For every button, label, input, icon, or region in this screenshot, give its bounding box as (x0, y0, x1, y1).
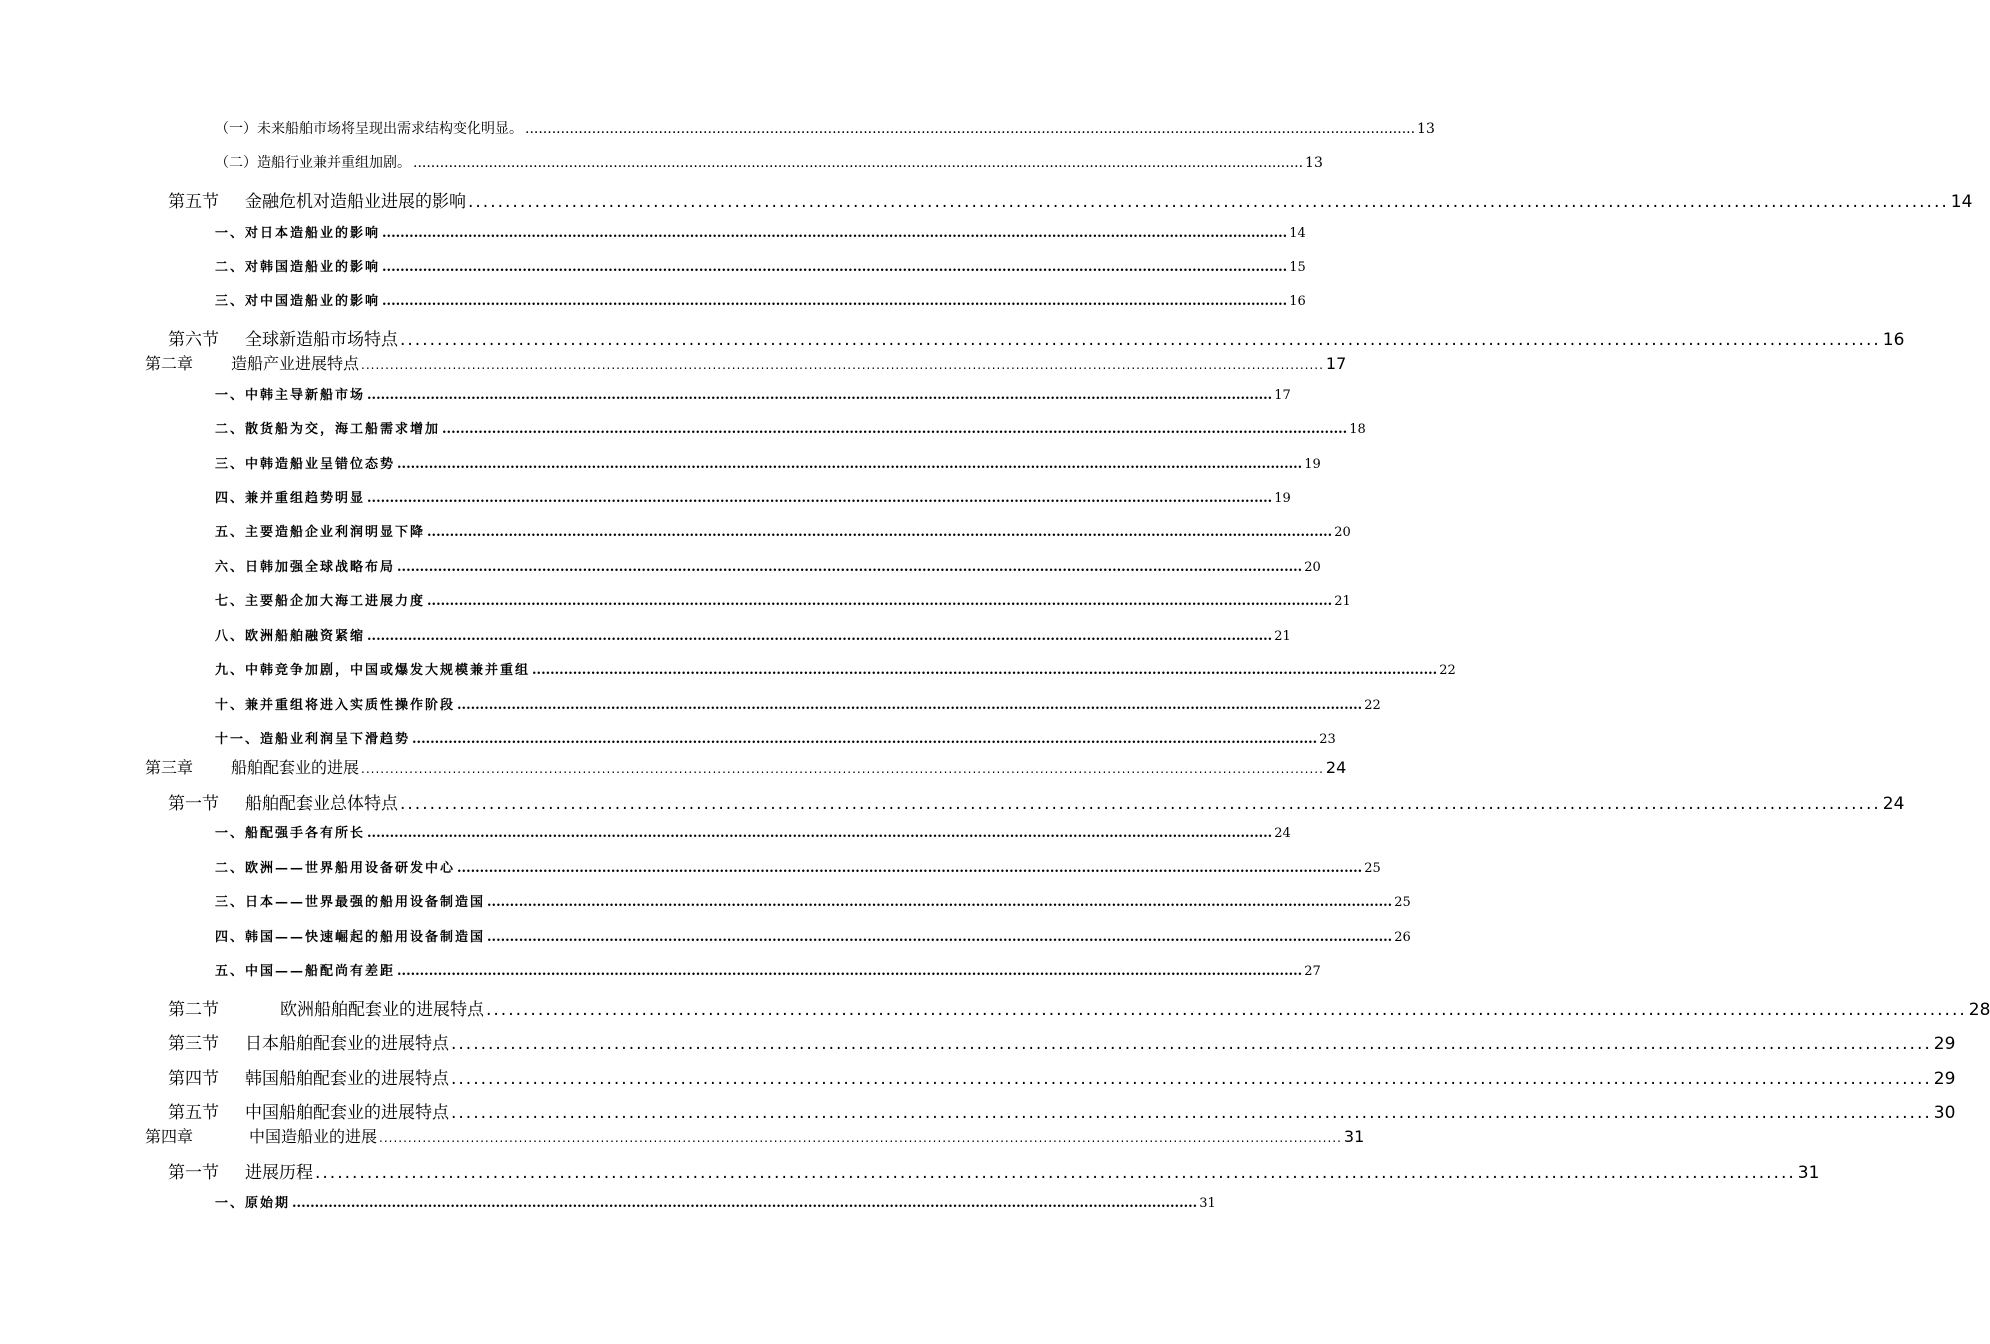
toc-entry-label (215, 487, 365, 506)
toc-entry-title: 八、欧洲船舶融资紧缩 (215, 629, 366, 644)
toc-entry-11[interactable] (215, 453, 1321, 472)
toc-entry-7[interactable] (168, 325, 1905, 350)
toc-page-number: 20 (1304, 560, 1321, 575)
dot-leader: ........................................................................................................................................................................................................ (451, 1103, 1932, 1123)
toc-entry-label (215, 857, 455, 876)
toc-entry-26[interactable] (215, 960, 1321, 979)
toc-entry-title: 中国造船业的进展 (249, 1127, 378, 1146)
dot-leader: ........................................................................................................................................................................................................ (361, 762, 1324, 776)
toc-entry-label (215, 290, 380, 309)
dot-leader: ........................................................................................................................................................................................................ (486, 1000, 1967, 1020)
toc-entry-number: 第六节 (168, 330, 219, 350)
dot-leader: ........................................................................................................................................................................................................ (367, 388, 1273, 403)
toc-entry-18[interactable] (215, 694, 1381, 713)
toc-page-number: 25 (1364, 861, 1381, 876)
dot-leader: ........................................................................................................................................................................................................ (367, 629, 1273, 644)
toc-entry-31[interactable] (145, 1124, 1365, 1147)
toc-entry-title: 金融危机对造船业进展的影响 (245, 192, 466, 212)
toc-entry-number: 第二章 (145, 354, 194, 373)
toc-entry-label (145, 1124, 377, 1147)
toc-page-number: 31 (1343, 1127, 1365, 1146)
toc-entry-23[interactable] (215, 857, 1381, 876)
toc-entry-title: 船舶配套业的进展 (231, 758, 360, 777)
dot-leader: ........................................................................................................................................................................................................ (412, 732, 1318, 747)
toc-entry-label (168, 995, 484, 1020)
toc-entry-21[interactable] (168, 789, 1905, 814)
toc-page-number: 22 (1364, 698, 1381, 713)
toc-entry-9[interactable] (215, 384, 1291, 403)
toc-entry-label (215, 590, 425, 609)
toc-entry-title: 二、散货船为交，海工船需求增加 (215, 422, 441, 437)
toc-entry-label (215, 118, 523, 138)
toc-entry-1[interactable] (215, 118, 1435, 138)
toc-entry-number: 第五节 (168, 192, 219, 212)
dot-leader: ........................................................................................................................................................................................................ (451, 1034, 1932, 1054)
toc-entry-title: 九、中韩竞争加剧，中国或爆发大规模兼并重组 (215, 663, 531, 678)
toc-entry-27[interactable] (168, 995, 1990, 1020)
toc-page-number: 30 (1933, 1103, 1956, 1123)
dot-leader: ........................................................................................................................................................................................................ (397, 457, 1303, 472)
dot-leader: ........................................................................................................................................................................................................ (361, 358, 1324, 372)
toc-entry-label (215, 822, 365, 841)
toc-entry-28[interactable] (168, 1029, 1956, 1054)
toc-entry-title: 欧洲船舶配套业的进展特点 (280, 1000, 484, 1020)
toc-entry-12[interactable] (215, 487, 1291, 506)
toc-entry-title: 船舶配套业总体特点 (245, 794, 398, 814)
toc-entry-title: 十、兼并重组将进入实质性操作阶段 (215, 698, 456, 713)
toc-entry-title: 四、韩国——快速崛起的船用设备制造国 (215, 930, 486, 945)
toc-page-number: 29 (1933, 1034, 1956, 1054)
toc-entry-label (215, 891, 485, 910)
toc-page-number: 28 (1968, 1000, 1990, 1020)
toc-entry-title: 中国船舶配套业的进展特点 (245, 1103, 449, 1123)
dot-leader: ........................................................................................................................................................................................................ (457, 698, 1363, 713)
toc-entry-25[interactable] (215, 926, 1411, 945)
toc-entry-29[interactable] (168, 1064, 1956, 1089)
toc-page-number: 21 (1334, 594, 1351, 609)
toc-page-number: 13 (1305, 155, 1323, 171)
toc-entry-title: 三、对中国造船业的影响 (215, 294, 381, 309)
toc-entry-number: 第一节 (168, 794, 219, 814)
toc-entry-10[interactable] (215, 418, 1366, 437)
toc-entry-8[interactable] (145, 351, 1347, 374)
toc-entry-16[interactable] (215, 625, 1291, 644)
toc-entry-label (215, 960, 395, 979)
dot-leader: ........................................................................................................................................................................................................ (382, 226, 1288, 241)
dot-leader: ........................................................................................................................................................................................................ (525, 121, 1416, 137)
toc-entry-label (168, 1029, 449, 1054)
toc-page-number: 21 (1274, 629, 1291, 644)
toc-entry-title: 日本船舶配套业的进展特点 (245, 1034, 449, 1054)
dot-leader: ........................................................................................................................................................................................................ (367, 826, 1273, 841)
toc-entry-number: 第一节 (168, 1163, 219, 1183)
toc-entry-label (145, 351, 359, 374)
toc-entry-label (168, 789, 398, 814)
toc-entry-title: 全球新造船市场特点 (245, 330, 398, 350)
dot-leader: ........................................................................................................................................................................................................ (400, 794, 1881, 814)
toc-entry-title: 六、日韩加强全球战略布局 (215, 560, 396, 575)
dot-leader: ........................................................................................................................................................................................................ (413, 155, 1304, 171)
toc-entry-label (215, 694, 455, 713)
toc-entry-label (168, 1064, 449, 1089)
toc-entry-title: 五、中国——船配尚有差距 (215, 964, 396, 979)
toc-entry-label (168, 1158, 313, 1183)
toc-entry-title: 三、日本——世界最强的船用设备制造国 (215, 895, 486, 910)
toc-entry-label (215, 659, 530, 678)
toc-entry-title: 一、对日本造船业的影响 (215, 226, 381, 241)
toc-page-number: 15 (1289, 260, 1306, 275)
toc-entry-4[interactable] (215, 222, 1306, 241)
dot-leader: ........................................................................................................................................................................................................ (442, 422, 1348, 437)
dot-leader: ........................................................................................................................................................................................................ (397, 964, 1303, 979)
toc-page-number: 20 (1334, 525, 1351, 540)
toc-entry-20[interactable] (145, 755, 1347, 778)
dot-leader: ........................................................................................................................................................................................................ (451, 1069, 1932, 1089)
toc-page-number: 31 (1797, 1163, 1820, 1183)
toc-entry-label (215, 728, 410, 747)
toc-entry-title: 进展历程 (245, 1163, 313, 1183)
toc-page-number: 14 (1950, 192, 1973, 212)
toc-entry-30[interactable] (168, 1098, 1956, 1123)
toc-entry-label (215, 222, 380, 241)
toc-entry-label (215, 453, 395, 472)
dot-leader: ........................................................................................................................................................................................................ (367, 491, 1273, 506)
toc-entry-22[interactable] (215, 822, 1291, 841)
dot-leader: ........................................................................................................................................................................................................ (427, 594, 1333, 609)
toc-page-number: 23 (1319, 732, 1336, 747)
toc-page-number: 16 (1289, 294, 1306, 309)
dot-leader: ........................................................................................................................................................................................................ (457, 861, 1363, 876)
toc-page-number: 29 (1933, 1069, 1956, 1089)
dot-leader: ........................................................................................................................................................................................................ (532, 663, 1438, 678)
toc-entry-label (168, 187, 466, 212)
toc-entry-title: 四、兼并重组趋势明显 (215, 491, 366, 506)
toc-page-number: 27 (1304, 964, 1321, 979)
toc-page-number: 17 (1325, 354, 1347, 373)
toc-page-number: 13 (1417, 121, 1435, 137)
toc-entry-title: 一、中韩主导新船市场 (215, 388, 366, 403)
toc-entry-14[interactable] (215, 556, 1321, 575)
dot-leader: ........................................................................................................................................................................................................ (468, 192, 1949, 212)
toc-entry-title: 韩国船舶配套业的进展特点 (245, 1069, 449, 1089)
toc-entry-24[interactable] (215, 891, 1411, 910)
dot-leader: ........................................................................................................................................................................................................ (397, 560, 1303, 575)
toc-entry-number: 第三章 (145, 758, 194, 777)
toc-entry-title: 三、中韩造船业呈错位态势 (215, 457, 396, 472)
toc-entry-6[interactable] (215, 290, 1306, 309)
toc-entry-32[interactable] (168, 1158, 1820, 1183)
toc-entry-title: 五、主要造船企业利润明显下降 (215, 525, 426, 540)
toc-entry-number: 第二节 (168, 1000, 219, 1020)
toc-entry-title: 二、欧洲——世界船用设备研发中心 (215, 861, 456, 876)
toc-page-number: 26 (1394, 930, 1411, 945)
toc-entry-2[interactable] (215, 152, 1323, 172)
toc-entry-3[interactable] (168, 187, 1973, 212)
toc-page-number: 14 (1289, 226, 1306, 241)
dot-leader: ........................................................................................................................................................................................................ (379, 1131, 1342, 1145)
toc-entry-label (215, 256, 380, 275)
toc-entry-33[interactable] (215, 1192, 1216, 1211)
dot-leader: ........................................................................................................................................................................................................ (487, 930, 1393, 945)
toc-entry-label (215, 384, 365, 403)
toc-entry-label (168, 1098, 449, 1123)
toc-entry-title: 一、船配强手各有所长 (215, 826, 366, 841)
toc-page-number: 25 (1394, 895, 1411, 910)
dot-leader: ........................................................................................................................................................................................................ (382, 260, 1288, 275)
toc-entry-title: （二）造船行业兼并重组加剧。 (215, 155, 411, 171)
toc-entry-title: 一、原始期 (215, 1196, 291, 1211)
toc-page-number: 17 (1274, 388, 1291, 403)
toc-entry-title: 二、对韩国造船业的影响 (215, 260, 381, 275)
toc-entry-number: 第四节 (168, 1069, 219, 1089)
dot-leader: ........................................................................................................................................................................................................ (487, 895, 1393, 910)
toc-entry-13[interactable] (215, 521, 1351, 540)
toc-entry-label (215, 556, 395, 575)
dot-leader: ........................................................................................................................................................................................................ (382, 294, 1288, 309)
toc-page-number: 19 (1304, 457, 1321, 472)
toc-entry-number: 第五节 (168, 1103, 219, 1123)
toc-page-number: 16 (1882, 330, 1905, 350)
toc-page-number: 24 (1325, 758, 1347, 777)
toc-entry-title: 十一、造船业利润呈下滑趋势 (215, 732, 411, 747)
toc-entry-number: 第四章 (145, 1127, 194, 1146)
toc-entry-title: （一）未来船舶市场将呈现出需求结构变化明显。 (215, 121, 523, 137)
toc-page-number: 24 (1274, 826, 1291, 841)
toc-entry-15[interactable] (215, 590, 1351, 609)
toc-page-number: 22 (1439, 663, 1456, 678)
toc-entry-title: 七、主要船企加大海工进展力度 (215, 594, 426, 609)
dot-leader: ........................................................................................................................................................................................................ (292, 1196, 1198, 1211)
toc-entry-label (168, 325, 398, 350)
toc-entry-label (215, 625, 365, 644)
toc-entry-label (215, 152, 411, 172)
toc-entry-title: 造船产业进展特点 (231, 354, 360, 373)
toc-entry-label (215, 926, 485, 945)
toc-page-number: 19 (1274, 491, 1291, 506)
toc-entry-19[interactable] (215, 728, 1336, 747)
toc-entry-17[interactable] (215, 659, 1456, 678)
toc-entry-5[interactable] (215, 256, 1306, 275)
toc-entry-number: 第三节 (168, 1034, 219, 1054)
toc-entry-label (215, 521, 425, 540)
toc-page-number: 31 (1199, 1196, 1216, 1211)
dot-leader: ........................................................................................................................................................................................................ (427, 525, 1333, 540)
toc-entry-label (145, 755, 359, 778)
dot-leader: ........................................................................................................................................................................................................ (315, 1163, 1796, 1183)
toc-page-number: 18 (1349, 422, 1366, 437)
toc-page-number: 24 (1882, 794, 1905, 814)
dot-leader: ........................................................................................................................................................................................................ (400, 330, 1881, 350)
toc-entry-label (215, 418, 440, 437)
toc-entry-label (215, 1192, 290, 1211)
